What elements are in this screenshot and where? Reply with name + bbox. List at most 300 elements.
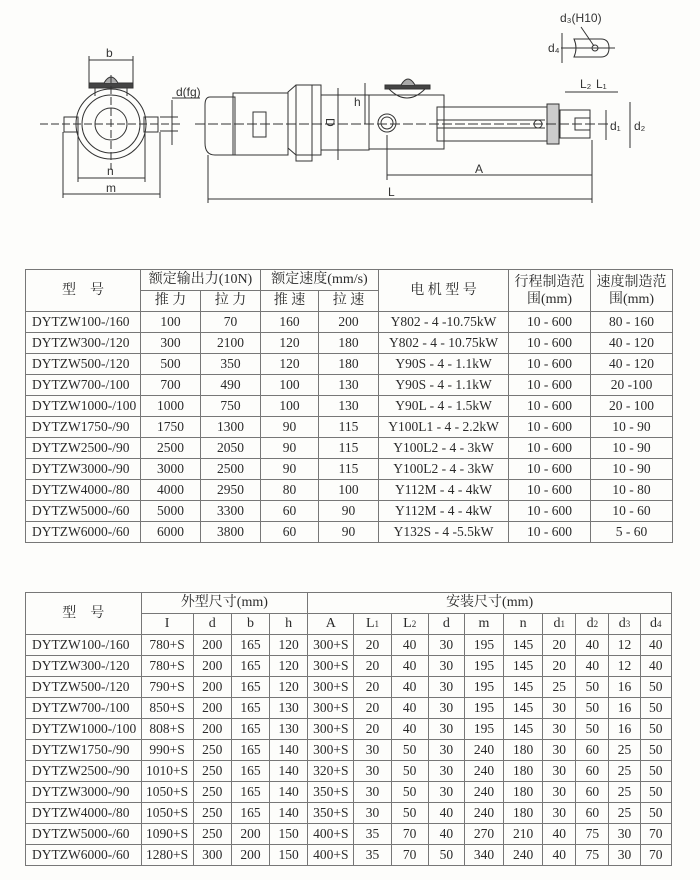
- label-b: b: [106, 46, 113, 60]
- cell-value: 180: [504, 782, 543, 803]
- cell-value: 30: [428, 740, 464, 761]
- cell-stroke: 10 - 600: [509, 333, 591, 354]
- cell-push-force: 1750: [141, 417, 201, 438]
- cell-value: 130: [270, 719, 308, 740]
- cell-push-force: 700: [141, 375, 201, 396]
- table-row: [26, 459, 673, 480]
- cell-speed: 20 -100: [591, 375, 673, 396]
- cell-pull-speed: 130: [319, 396, 379, 417]
- cell-value: 40: [543, 824, 576, 845]
- cell-value: 195: [464, 635, 503, 656]
- cell-pull-speed: 180: [319, 354, 379, 375]
- header-col: [543, 614, 576, 635]
- cell-value: 145: [504, 656, 543, 677]
- header-rated-speed: 额定速度(mm/s): [261, 270, 379, 291]
- table-row: [26, 438, 673, 459]
- header-col: [640, 614, 671, 635]
- cell-value: 165: [231, 803, 269, 824]
- cell-push-force: 1000: [141, 396, 201, 417]
- cell-value: 50: [576, 698, 609, 719]
- cell-value: 50: [640, 698, 671, 719]
- cell-speed: 5 - 60: [591, 522, 673, 543]
- cell-value: 200: [193, 719, 231, 740]
- cell-motor: Y802 - 4 -10.75kW: [379, 312, 509, 333]
- cell-value: 790+S: [141, 677, 193, 698]
- cell-value: 195: [464, 698, 503, 719]
- cell-value: 70: [391, 824, 428, 845]
- label-h: h: [354, 95, 361, 109]
- cell-pull-force: 3800: [201, 522, 261, 543]
- table-row: [26, 824, 672, 845]
- cell-pull-force: 2100: [201, 333, 261, 354]
- cell-speed: 20 - 100: [591, 396, 673, 417]
- cell-model: DYTZW5000-/60: [26, 501, 141, 522]
- cell-push-speed: 120: [261, 354, 319, 375]
- header-col: [391, 614, 428, 635]
- cell-value: 40: [428, 803, 464, 824]
- cell-stroke: 10 - 600: [509, 375, 591, 396]
- cell-pull-force: 2050: [201, 438, 261, 459]
- cell-speed: 40 - 120: [591, 354, 673, 375]
- actuator-drawing: [0, 0, 700, 250]
- cell-value: 30: [543, 803, 576, 824]
- cell-motor: Y100L2 - 4 - 3kW: [379, 438, 509, 459]
- cell-push-speed: 80: [261, 480, 319, 501]
- label-A: A: [475, 162, 484, 176]
- cell-value: 50: [640, 761, 671, 782]
- cell-value: 30: [543, 782, 576, 803]
- label-d4: d₄: [548, 41, 560, 55]
- cell-model: DYTZW3000-/90: [26, 459, 141, 480]
- cell-value: 320+S: [308, 761, 354, 782]
- header-col: [576, 614, 609, 635]
- cell-pull-speed: 115: [319, 438, 379, 459]
- table-row: [26, 333, 673, 354]
- cell-stroke: 10 - 600: [509, 459, 591, 480]
- header-col-subscript: 2: [411, 619, 417, 629]
- header-col-subscript: 2: [593, 619, 599, 629]
- cell-value: 250: [193, 761, 231, 782]
- cell-value: 16: [609, 677, 640, 698]
- pin-detail: [561, 27, 615, 63]
- cell-value: 50: [391, 740, 428, 761]
- cell-stroke: 10 - 600: [509, 480, 591, 501]
- label-L2: L₂: [580, 77, 592, 91]
- header-col-letter: d: [208, 616, 216, 631]
- cell-value: 300: [193, 845, 231, 866]
- table-row: [26, 480, 673, 501]
- cell-value: 60: [576, 761, 609, 782]
- cell-push-speed: 160: [261, 312, 319, 333]
- cell-push-speed: 120: [261, 333, 319, 354]
- cell-value: 25: [609, 803, 640, 824]
- header-install-dimensions: 安装尺寸(mm): [308, 593, 672, 614]
- cell-model: DYTZW500-/120: [26, 677, 142, 698]
- cell-value: 165: [231, 656, 269, 677]
- cell-value: 1090+S: [141, 824, 193, 845]
- cell-value: 25: [609, 782, 640, 803]
- header-rated-force: 额定输出力(10N): [141, 270, 261, 291]
- cell-value: 1050+S: [141, 803, 193, 824]
- header-col: [193, 614, 231, 635]
- cell-value: 30: [428, 698, 464, 719]
- header-col-letter: I: [164, 616, 170, 631]
- table-row: [26, 501, 673, 522]
- header-col-subscript: 1: [374, 619, 380, 629]
- label-d2: d₂: [634, 119, 646, 133]
- cell-value: 200: [231, 824, 269, 845]
- cell-value: 165: [231, 761, 269, 782]
- table-row: [26, 656, 672, 677]
- cell-model: DYTZW1750-/90: [26, 417, 141, 438]
- header-speed-range: 速度制造范围(mm): [591, 270, 673, 312]
- cell-speed: 10 - 60: [591, 501, 673, 522]
- cell-model: DYTZW1000-/100: [26, 396, 141, 417]
- cell-value: 1280+S: [141, 845, 193, 866]
- cell-motor: Y90L - 4 - 1.5kW: [379, 396, 509, 417]
- cell-pull-speed: 90: [319, 522, 379, 543]
- cell-model: DYTZW700-/100: [26, 375, 141, 396]
- cell-push-speed: 100: [261, 375, 319, 396]
- cell-value: 20: [354, 635, 391, 656]
- cell-value: 20: [354, 719, 391, 740]
- cell-value: 30: [354, 782, 391, 803]
- cell-value: 300+S: [308, 677, 354, 698]
- cell-value: 40: [543, 845, 576, 866]
- cell-push-speed: 90: [261, 459, 319, 480]
- cell-motor: Y112M - 4 - 4kW: [379, 501, 509, 522]
- cell-model: DYTZW1750-/90: [26, 740, 142, 761]
- cell-value: 12: [609, 656, 640, 677]
- cell-value: 1010+S: [141, 761, 193, 782]
- cell-model: DYTZW300-/120: [26, 656, 142, 677]
- table-row: [26, 698, 672, 719]
- cell-value: 25: [543, 677, 576, 698]
- cell-value: 35: [354, 824, 391, 845]
- cell-model: DYTZW5000-/60: [26, 824, 142, 845]
- header-col-letter: d: [442, 616, 450, 631]
- cell-value: 300+S: [308, 719, 354, 740]
- cell-model: DYTZW1000-/100: [26, 719, 142, 740]
- header-col: [141, 614, 193, 635]
- cell-stroke: 10 - 600: [509, 354, 591, 375]
- cell-value: 808+S: [141, 719, 193, 740]
- table-row: [26, 354, 673, 375]
- cell-value: 50: [640, 740, 671, 761]
- header-col-letter: L: [403, 616, 412, 631]
- cell-value: 30: [354, 740, 391, 761]
- header-col-letter: m: [478, 616, 490, 631]
- cell-motor: Y100L1 - 4 - 2.2kW: [379, 417, 509, 438]
- cell-value: 35: [354, 845, 391, 866]
- cell-value: 50: [640, 803, 671, 824]
- cell-push-force: 3000: [141, 459, 201, 480]
- cell-value: 850+S: [141, 698, 193, 719]
- header-col: [609, 614, 640, 635]
- cell-value: 300+S: [308, 698, 354, 719]
- header-col-subscript: 3: [625, 619, 631, 629]
- cell-speed: 10 - 90: [591, 459, 673, 480]
- table-row: [26, 417, 673, 438]
- cell-value: 30: [428, 719, 464, 740]
- label-m: m: [106, 181, 116, 195]
- cell-pull-force: 70: [201, 312, 261, 333]
- cell-stroke: 10 - 600: [509, 501, 591, 522]
- cell-value: 145: [504, 719, 543, 740]
- cell-pull-speed: 130: [319, 375, 379, 396]
- cell-value: 195: [464, 719, 503, 740]
- cell-model: DYTZW4000-/80: [26, 803, 142, 824]
- cell-pull-force: 3300: [201, 501, 261, 522]
- cell-speed: 10 - 90: [591, 438, 673, 459]
- cell-value: 70: [640, 845, 671, 866]
- header-col: [504, 614, 543, 635]
- cell-speed: 40 - 120: [591, 333, 673, 354]
- cell-value: 30: [428, 656, 464, 677]
- cell-push-speed: 60: [261, 501, 319, 522]
- cell-value: 300+S: [308, 740, 354, 761]
- cell-model: DYTZW6000-/60: [26, 845, 142, 866]
- header-col-letter: b: [246, 616, 254, 631]
- cell-value: 40: [640, 635, 671, 656]
- cell-value: 30: [428, 761, 464, 782]
- cell-model: DYTZW4000-/80: [26, 480, 141, 501]
- cell-stroke: 10 - 600: [509, 417, 591, 438]
- header-col: [354, 614, 391, 635]
- table-row: [26, 761, 672, 782]
- header-col: [464, 614, 503, 635]
- header-model: 型 号: [26, 593, 142, 635]
- cell-value: 180: [504, 740, 543, 761]
- header-col: [270, 614, 308, 635]
- cell-value: 30: [543, 761, 576, 782]
- header-col-letter: A: [325, 616, 336, 631]
- cell-pull-speed: 200: [319, 312, 379, 333]
- cell-value: 195: [464, 656, 503, 677]
- table-row: [26, 740, 672, 761]
- dimension-table-body: [26, 635, 672, 866]
- cell-push-force: 300: [141, 333, 201, 354]
- header-pull-force: 拉 力: [201, 291, 261, 312]
- cell-pull-speed: 100: [319, 480, 379, 501]
- cell-motor: Y90S - 4 - 1.1kW: [379, 354, 509, 375]
- cell-value: 25: [609, 761, 640, 782]
- cell-value: 50: [428, 845, 464, 866]
- cell-motor: Y90S - 4 - 1.1kW: [379, 375, 509, 396]
- cell-value: 140: [270, 803, 308, 824]
- cell-value: 16: [609, 698, 640, 719]
- cell-value: 270: [464, 824, 503, 845]
- cell-value: 50: [576, 719, 609, 740]
- cell-value: 165: [231, 740, 269, 761]
- cell-push-force: 4000: [141, 480, 201, 501]
- cell-stroke: 10 - 600: [509, 396, 591, 417]
- cell-pull-force: 1300: [201, 417, 261, 438]
- cell-push-speed: 90: [261, 438, 319, 459]
- cell-value: 50: [576, 677, 609, 698]
- cell-value: 240: [504, 845, 543, 866]
- header-col: [428, 614, 464, 635]
- header-col-subscript: 1: [560, 619, 566, 629]
- cell-value: 50: [391, 782, 428, 803]
- cell-value: 60: [576, 782, 609, 803]
- cell-value: 30: [354, 803, 391, 824]
- cell-value: 240: [464, 740, 503, 761]
- table-row: [26, 719, 672, 740]
- cell-model: DYTZW3000-/90: [26, 782, 142, 803]
- header-push-speed: 推 速: [261, 291, 319, 312]
- cell-value: 990+S: [141, 740, 193, 761]
- cell-value: 145: [504, 698, 543, 719]
- cell-value: 50: [391, 803, 428, 824]
- cell-value: 140: [270, 740, 308, 761]
- cell-pull-speed: 115: [319, 459, 379, 480]
- label-n: n: [107, 164, 114, 178]
- cell-value: 200: [231, 845, 269, 866]
- cell-value: 1050+S: [141, 782, 193, 803]
- cell-value: 150: [270, 824, 308, 845]
- cell-stroke: 10 - 600: [509, 312, 591, 333]
- cell-value: 240: [464, 803, 503, 824]
- cell-speed: 10 - 90: [591, 417, 673, 438]
- cell-value: 780+S: [141, 656, 193, 677]
- cell-value: 30: [609, 845, 640, 866]
- table-row: [26, 396, 673, 417]
- header-col-letter: n: [519, 616, 527, 631]
- cell-model: DYTZW100-/160: [26, 312, 141, 333]
- table-row: [26, 845, 672, 866]
- cell-value: 40: [391, 656, 428, 677]
- cell-value: 60: [576, 740, 609, 761]
- cell-value: 40: [428, 824, 464, 845]
- cell-value: 250: [193, 782, 231, 803]
- cell-pull-force: 2500: [201, 459, 261, 480]
- cell-value: 40: [576, 656, 609, 677]
- cell-value: 180: [504, 761, 543, 782]
- cell-pull-force: 490: [201, 375, 261, 396]
- cell-value: 130: [270, 698, 308, 719]
- header-col-letter: d: [553, 616, 561, 631]
- cell-push-force: 2500: [141, 438, 201, 459]
- cell-value: 300+S: [308, 635, 354, 656]
- cell-push-force: 500: [141, 354, 201, 375]
- cell-value: 75: [576, 845, 609, 866]
- table-row: [26, 803, 672, 824]
- main-view: [195, 79, 630, 203]
- cell-pull-force: 350: [201, 354, 261, 375]
- table-row: [26, 522, 673, 543]
- table-row: [26, 677, 672, 698]
- header-col-letter: L: [365, 616, 375, 631]
- cell-value: 150: [270, 845, 308, 866]
- cell-value: 145: [504, 635, 543, 656]
- cell-motor: Y100L2 - 4 - 3kW: [379, 459, 509, 480]
- header-col: [308, 614, 354, 635]
- cell-value: 165: [231, 782, 269, 803]
- cell-value: 120: [270, 677, 308, 698]
- cell-value: 25: [609, 740, 640, 761]
- cell-value: 50: [640, 782, 671, 803]
- dimension-table: [25, 592, 672, 866]
- cell-model: DYTZW700-/100: [26, 698, 142, 719]
- label-dfg: d(fg): [176, 85, 201, 99]
- cell-model: DYTZW2500-/90: [26, 761, 142, 782]
- cell-value: 70: [640, 824, 671, 845]
- cell-value: 20: [354, 677, 391, 698]
- cell-value: 165: [231, 635, 269, 656]
- cell-value: 20: [543, 656, 576, 677]
- cell-value: 165: [231, 677, 269, 698]
- cell-pull-force: 750: [201, 396, 261, 417]
- cell-value: 145: [504, 677, 543, 698]
- cell-value: 200: [193, 656, 231, 677]
- cell-value: 40: [391, 698, 428, 719]
- cell-value: 60: [576, 803, 609, 824]
- cell-model: DYTZW2500-/90: [26, 438, 141, 459]
- header-pull-speed: 拉 速: [319, 291, 379, 312]
- cell-value: 200: [193, 698, 231, 719]
- label-d1: d₁: [610, 119, 621, 133]
- cell-value: 165: [231, 719, 269, 740]
- header-push-force: 推 力: [141, 291, 201, 312]
- cell-push-force: 5000: [141, 501, 201, 522]
- cell-motor: Y112M - 4 - 4kW: [379, 480, 509, 501]
- header-outer-dimensions: 外型尺寸(mm): [141, 593, 308, 614]
- cell-value: 250: [193, 803, 231, 824]
- table-row: [26, 782, 672, 803]
- cell-model: DYTZW500-/120: [26, 354, 141, 375]
- cell-value: 30: [428, 782, 464, 803]
- cell-model: DYTZW300-/120: [26, 333, 141, 354]
- cell-stroke: 10 - 600: [509, 438, 591, 459]
- cell-value: 20: [354, 698, 391, 719]
- cell-value: 180: [504, 803, 543, 824]
- header-col-letter: d: [586, 616, 594, 631]
- cell-value: 16: [609, 719, 640, 740]
- end-view: [40, 56, 200, 198]
- cell-model: DYTZW6000-/60: [26, 522, 141, 543]
- cell-value: 120: [270, 656, 308, 677]
- cell-value: 75: [576, 824, 609, 845]
- cell-speed: 10 - 80: [591, 480, 673, 501]
- drawing-svg: [0, 0, 700, 250]
- header-stroke-range: 行程制造范围(mm): [509, 270, 591, 312]
- cell-value: 200: [193, 677, 231, 698]
- cell-value: 30: [543, 698, 576, 719]
- cell-value: 40: [391, 719, 428, 740]
- cell-motor: Y132S - 4 -5.5kW: [379, 522, 509, 543]
- cell-value: 250: [193, 740, 231, 761]
- cell-value: 30: [543, 740, 576, 761]
- cell-value: 165: [231, 698, 269, 719]
- cell-value: 40: [391, 677, 428, 698]
- cell-value: 400+S: [308, 824, 354, 845]
- cell-value: 350+S: [308, 803, 354, 824]
- cell-value: 50: [640, 719, 671, 740]
- label-D: D: [323, 118, 337, 127]
- cell-value: 50: [640, 677, 671, 698]
- cell-value: 195: [464, 677, 503, 698]
- cell-value: 50: [391, 761, 428, 782]
- cell-value: 350+S: [308, 782, 354, 803]
- cell-value: 40: [640, 656, 671, 677]
- cell-push-speed: 60: [261, 522, 319, 543]
- cell-value: 340: [464, 845, 503, 866]
- header-motor: 电 机 型 号: [379, 270, 509, 312]
- cell-value: 70: [391, 845, 428, 866]
- cell-pull-speed: 90: [319, 501, 379, 522]
- cell-value: 12: [609, 635, 640, 656]
